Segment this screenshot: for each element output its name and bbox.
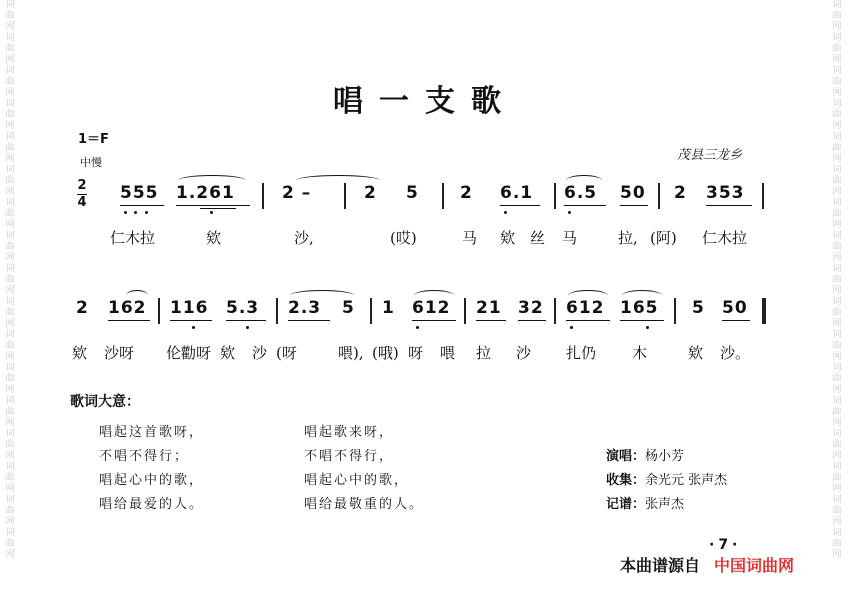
meaning-line: 唱起这首歌呀， [99, 425, 205, 440]
meaning-line: 唱给最敬重的人。 [304, 497, 425, 512]
lyric: 拉 [476, 344, 492, 362]
lyric: 欸 [688, 344, 704, 362]
slur [296, 175, 380, 186]
lyric: (哎) [390, 229, 417, 247]
note-group: 5.3 [226, 298, 260, 318]
note-group: 6.5 [564, 183, 598, 203]
lyric: 扎仍 [566, 344, 597, 362]
note-group: 6.1 [500, 183, 534, 203]
note-group: 5 [342, 298, 355, 318]
slur [414, 290, 454, 301]
note-group: 32 [518, 298, 544, 318]
bar-line [262, 183, 264, 209]
lyric: 喂 [440, 344, 456, 362]
lyric: 伦勸呀 [166, 344, 212, 362]
meaning-line: 唱给最爱的人。 [99, 497, 205, 512]
song-title: 唱一支歌 [333, 84, 517, 119]
lyric: 沙呀 [104, 344, 135, 362]
credit-transcriber: 记谱：张声杰 [606, 497, 685, 512]
lyric: 仁木拉 [110, 229, 156, 247]
bar-line [554, 183, 556, 209]
lyric: (阿) [650, 229, 677, 247]
bar-line [464, 298, 466, 324]
lyric: 欸 [206, 229, 222, 247]
note-group: 116 [170, 298, 209, 318]
lyrics-meaning-heading: 歌词大意： [70, 394, 140, 410]
song-source: 茂县三龙乡 [677, 148, 743, 163]
lyric: 马 [562, 229, 578, 247]
meaning-line: 唱起歌来呀， [304, 425, 395, 440]
bar-line [674, 298, 676, 324]
footer-site-link[interactable]: 中国词曲网 [714, 556, 795, 575]
bar-line [158, 298, 160, 324]
notes-row-1 [70, 178, 770, 223]
note-group: 162 [108, 298, 147, 318]
meaning-line: 唱起心中的歌， [99, 473, 205, 488]
lyric: 丝 [530, 229, 546, 247]
credit-collector: 收集：余光元 张声杰 [606, 473, 728, 488]
bar-line [276, 298, 278, 324]
slur [126, 290, 148, 301]
watermark-left: 词曲网词曲网词曲网词曲网词曲网词曲网词曲网词曲网词曲网词曲网词曲网词曲网词曲网词曲网词曲网词曲网词曲网 [5, 0, 15, 560]
note-group: 165 [620, 298, 659, 318]
note-group: 50 [722, 298, 748, 318]
slur [178, 175, 246, 186]
note-group: 5 [406, 183, 419, 203]
watermark-right: 词曲网词曲网词曲网词曲网词曲网词曲网词曲网词曲网词曲网词曲网词曲网词曲网词曲网词曲网词曲网词曲网词曲网 [832, 0, 842, 560]
time-signature: 2 4 [77, 178, 87, 210]
meaning-line: 不唱不得行； [99, 449, 190, 464]
notes-row-2 [70, 298, 770, 338]
note-group: 2 [364, 183, 377, 203]
lyric: 呀 [408, 344, 424, 362]
lyric: 沙。 [720, 344, 751, 362]
lyric: 喂), [338, 344, 364, 362]
note-group: 5 [692, 298, 705, 318]
lyric: 沙 [516, 344, 532, 362]
lyrics-row-1 [70, 227, 770, 249]
footer-text: 本曲谱源自 [620, 556, 701, 575]
note-group: 2 [674, 183, 687, 203]
slur [622, 290, 662, 301]
slur [290, 290, 354, 301]
lyric: 马 [462, 229, 478, 247]
note-group: 612 [566, 298, 605, 318]
lyric: 欸 [72, 344, 88, 362]
tempo-marking: 中慢 [80, 156, 102, 169]
meaning-line: 唱起心中的歌， [304, 473, 410, 488]
key-signature: 1＝F [78, 132, 109, 147]
note-group: 2 [76, 298, 89, 318]
note-group: 21 [476, 298, 502, 318]
bar-line [762, 183, 764, 209]
note-group: 2 – [282, 183, 312, 203]
lyric: 沙, [294, 229, 314, 247]
lyric: (哦) [372, 344, 399, 362]
note-group: 1.261 [176, 183, 235, 203]
meaning-line: 不唱不得行， [304, 449, 395, 464]
bar-line [658, 183, 660, 209]
lyric: 木 [632, 344, 648, 362]
note-group: 2.3 [288, 298, 322, 318]
slur [566, 175, 602, 186]
bar-line [554, 298, 556, 324]
note-group: 353 [706, 183, 745, 203]
bar-line [344, 183, 346, 209]
final-bar-line [762, 298, 766, 324]
footer-source [620, 553, 794, 576]
note-group: 612 [412, 298, 451, 318]
lyrics-row-2 [70, 342, 770, 364]
note-group: 1 [382, 298, 395, 318]
lyric: 欸 [220, 344, 236, 362]
lyric: 沙 [252, 344, 268, 362]
note-group: 50 [620, 183, 646, 203]
bar-line [370, 298, 372, 324]
note-group: 2 [460, 183, 473, 203]
credit-singer: 演唱：杨小芳 [606, 449, 685, 464]
slur [568, 290, 608, 301]
bar-line [442, 183, 444, 209]
lyric: (呀 [276, 344, 297, 362]
lyric: 仁木拉 [702, 229, 748, 247]
page-number: ·7· [709, 537, 742, 553]
note-group: 555 [120, 183, 159, 203]
lyric: 欸 [500, 229, 516, 247]
lyric: 拉, [618, 229, 638, 247]
